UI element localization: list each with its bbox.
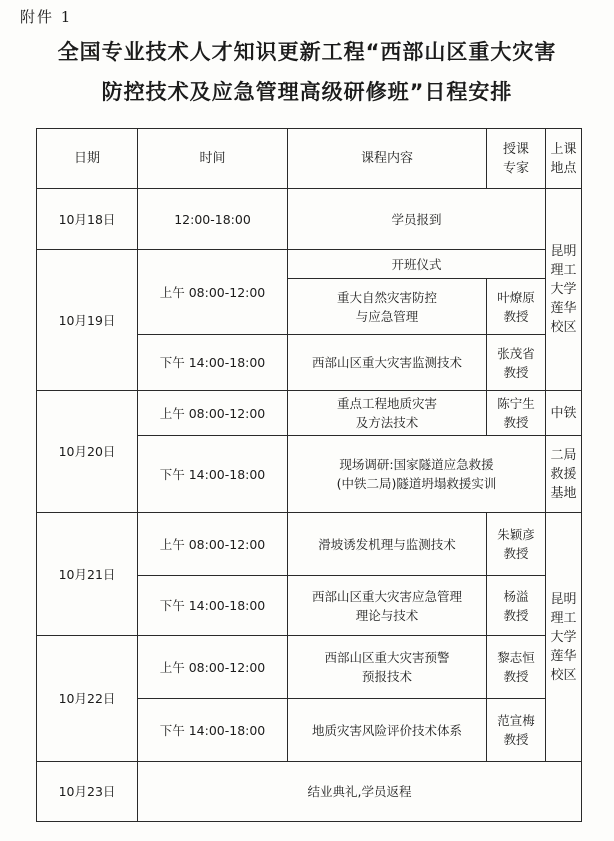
location-line: 二局 xyxy=(550,447,577,463)
header-location-line-2: 地点 xyxy=(550,160,577,176)
expert-cell xyxy=(487,279,546,335)
header-expert-line-1: 授课 xyxy=(502,141,529,157)
expert-title: 教授 xyxy=(503,669,529,684)
location-line: 莲华 xyxy=(550,648,577,664)
location-line: 莲华 xyxy=(550,301,577,316)
table-row xyxy=(37,189,582,250)
time-cell: 下午 14:00-18:00 xyxy=(138,576,288,636)
location-line: 校区 xyxy=(550,320,577,335)
content-cell: 地质灾害风险评价技术体系 xyxy=(288,699,487,762)
location-line: 基地 xyxy=(550,485,577,501)
header-date: 日期 xyxy=(37,129,138,189)
content-cell xyxy=(288,576,487,636)
expert-title: 教授 xyxy=(503,546,529,561)
location-cell xyxy=(546,391,582,436)
time-cell: 上午 08:00-12:00 xyxy=(138,513,288,576)
content-line: 重点工程地质灾害 xyxy=(336,396,437,411)
date-cell: 10月20日 xyxy=(37,391,138,513)
time-cell: 12:00-18:00 xyxy=(138,189,288,250)
content-cell: 滑坡诱发机理与监测技术 xyxy=(288,513,487,576)
content-line: 及方法技术 xyxy=(355,415,419,430)
document-title-line-2: 防控技术及应急管理高级研修班”日程安排 xyxy=(101,80,513,104)
content-line: 西部山区重大灾害应急管理 xyxy=(311,588,462,604)
location-cell xyxy=(546,436,582,513)
location-line: 救援 xyxy=(550,466,577,482)
expert-cell xyxy=(487,335,546,391)
expert-name: 朱颖彦 xyxy=(497,527,535,542)
date-cell: 10月22日 xyxy=(37,636,138,762)
content-line: 理论与技术 xyxy=(355,607,419,623)
schedule-table xyxy=(36,128,582,822)
table-row xyxy=(37,513,582,576)
time-cell: 上午 08:00-12:00 xyxy=(138,250,288,335)
expert-name: 叶燎原 xyxy=(497,289,535,305)
content-cell: 西部山区重大灾害监测技术 xyxy=(288,335,487,391)
expert-cell xyxy=(487,576,546,636)
location-line: 理工 xyxy=(550,263,577,278)
header-location xyxy=(546,129,582,189)
header-expert xyxy=(487,129,546,189)
date-cell: 10月21日 xyxy=(37,513,138,636)
content-cell xyxy=(288,436,546,513)
expert-name: 张茂省 xyxy=(497,345,535,361)
content-cell xyxy=(288,279,487,335)
expert-title: 教授 xyxy=(503,415,529,430)
content-line: 重大自然灾害防控 xyxy=(336,289,437,305)
header-content: 课程内容 xyxy=(288,129,487,189)
date-cell: 10月23日 xyxy=(37,762,138,822)
location-line: 昆明 xyxy=(550,591,577,607)
time-cell: 下午 14:00-18:00 xyxy=(138,699,288,762)
header-expert-line-2: 专家 xyxy=(502,160,529,176)
content-cell xyxy=(288,391,487,436)
expert-title: 教授 xyxy=(503,607,529,623)
attachment-label: 附件 1 xyxy=(20,8,73,26)
expert-cell xyxy=(487,699,546,762)
header-location-line-1: 上课 xyxy=(550,141,577,157)
expert-cell xyxy=(487,636,546,699)
expert-title: 教授 xyxy=(503,364,529,380)
table-row xyxy=(37,762,582,822)
time-cell: 上午 08:00-12:00 xyxy=(138,636,288,699)
content-cell: 结业典礼,学员返程 xyxy=(138,762,582,822)
content-line: 西部山区重大灾害预警 xyxy=(324,650,450,665)
location-line: 理工 xyxy=(550,610,577,626)
location-line: 大学 xyxy=(550,282,577,297)
location-cell xyxy=(546,189,582,391)
content-line: 预报技术 xyxy=(361,669,412,684)
content-cell xyxy=(288,636,487,699)
table-row xyxy=(37,250,582,279)
expert-cell xyxy=(487,513,546,576)
expert-name: 范宣梅 xyxy=(497,713,535,728)
expert-title: 教授 xyxy=(503,308,529,324)
expert-name: 杨溢 xyxy=(503,588,529,604)
table-row xyxy=(37,636,582,699)
expert-cell xyxy=(487,391,546,436)
location-line: 校区 xyxy=(550,667,577,683)
content-line: 与应急管理 xyxy=(355,308,419,324)
date-cell: 10月19日 xyxy=(37,250,138,391)
header-time: 时间 xyxy=(138,129,288,189)
expert-name: 陈宁生 xyxy=(497,396,535,411)
header-row xyxy=(37,129,582,189)
location-line: 大学 xyxy=(550,629,577,645)
date-cell: 10月18日 xyxy=(37,189,138,250)
expert-name: 黎志恒 xyxy=(497,650,535,665)
time-cell: 下午 14:00-18:00 xyxy=(138,335,288,391)
document-title-line-1: 全国专业技术人才知识更新工程“西部山区重大灾害 xyxy=(57,40,557,64)
location-cell xyxy=(546,513,582,762)
time-cell: 上午 08:00-12:00 xyxy=(138,391,288,436)
content-line: (中铁二局)隧道坍塌救援实训 xyxy=(336,476,497,491)
content-line: 现场调研:国家隧道应急救援 xyxy=(339,457,494,472)
time-cell: 下午 14:00-18:00 xyxy=(138,436,288,513)
location-line: 中铁 xyxy=(550,405,577,421)
content-cell: 开班仪式 xyxy=(288,250,546,279)
location-line: 昆明 xyxy=(550,244,577,259)
expert-title: 教授 xyxy=(503,732,529,747)
table-row xyxy=(37,391,582,436)
content-cell: 学员报到 xyxy=(288,189,546,250)
